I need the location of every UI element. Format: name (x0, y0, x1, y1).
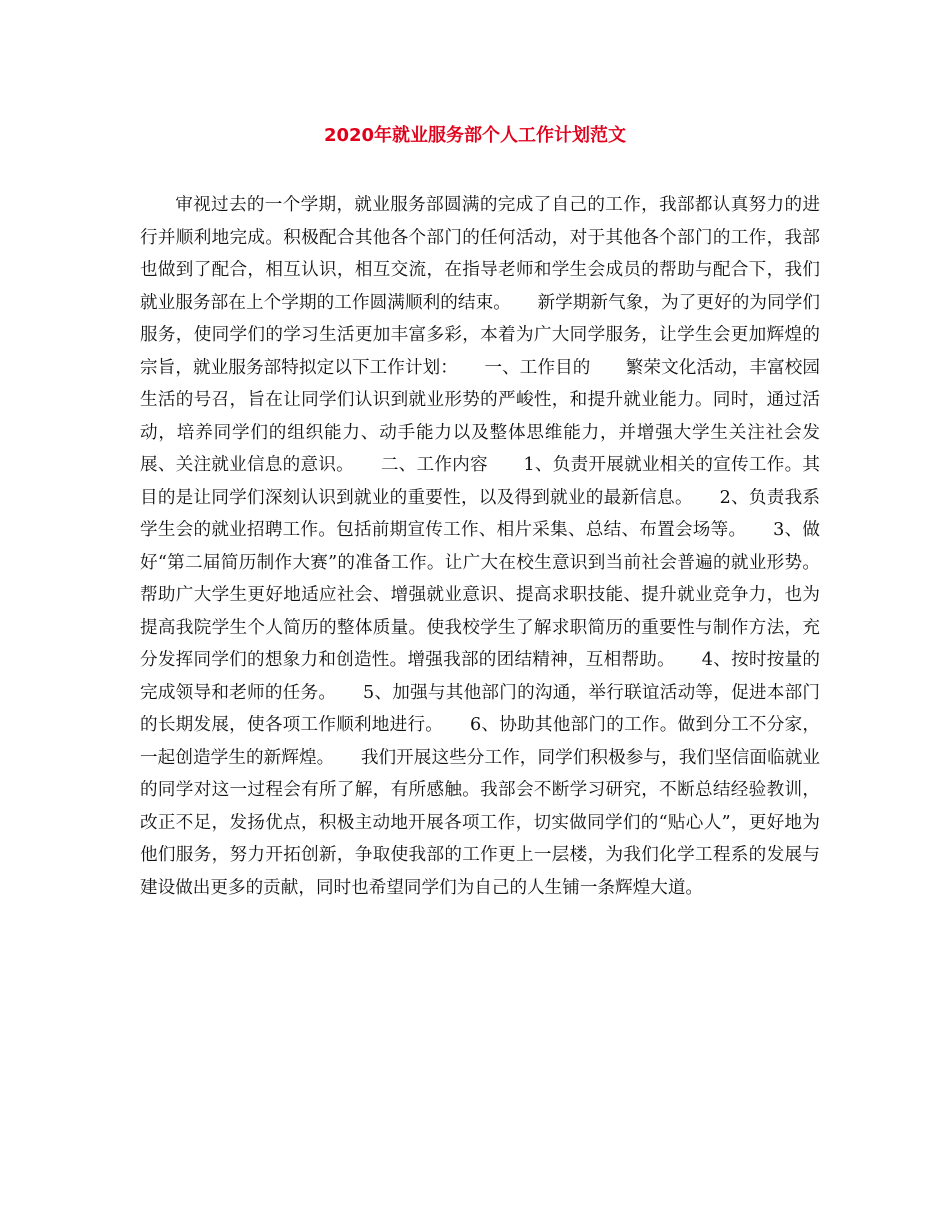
document-body-paragraph: 审视过去的一个学期，就业服务部圆满的完成了自己的工作，我部都认真努力的进行并顺利地完成。积极配合其他各个部门的任何活动，对于其他各个部门的工作，我部也做到了配合，相互认识，相互交流，在指导老师和学生会成员的帮助与配合下，我们就业服务部在上个学期的工作圆满顺利的结束。 新学期新气象，为了更好的为同学们服务，使同学们的学习生活更加丰富多彩，本着为广大同学服务，让学生会更加辉煌的宗旨，就业服务部特拟定以下工作计划： 一、工作目的 繁荣文化活动，丰富校园生活的号召，旨在让同学们认识到就业形势的严峻性，和提升就业能力。同时，通过活动，培养同学们的组织能力、动手能力以及整体思维能力，并增强大学生关注社会发展、关注就业信息的意识。 二、工作内容 1、负责开展就业相关的宣传工作。其目的是让同学们深刻认识到就业的重要性，以及得到就业的最新信息。 2、负责我系学生会的就业招聘工作。包括前期宣传工作、相片采集、总结、布置会场等。 3、做好“第二届简历制作大赛”的准备工作。让广大在校生意识到当前社会普遍的就业形势。帮助广大学生更好地适应社会、增强就业意识、提高求职技能、提升就业竞争力，也为提高我院学生个人简历的整体质量。使我校学生了解求职简历的重要性与制作方法，充分发挥同学们的想象力和创造性。增强我部的团结精神，互相帮助。 4、按时按量的完成领导和老师的任务。 5、加强与其他部门的沟通，举行联谊活动等，促进本部门的长期发展，使各项工作顺利地进行。 6、协助其他部门的工作。做到分工不分家，一起创造学生的新辉煌。 我们开展这些分工作，同学们积极参与，我们坚信面临就业的同学对这一过程会有所了解，有所感触。我部会不断学习研究，不断总结经验教训，改正不足，发扬优点，积极主动地开展各项工作，切实做同学们的“贴心人”，更好地为他们服务，努力开拓创新，争取使我部的工作更上一层楼，为我们化学工程系的发展与建设做出更多的贡献，同时也希望同学们为自己的人生铺一条辉煌大道。 (140, 195, 820, 898)
document-title: 2020年就业服务部个人工作计划范文 (323, 125, 627, 146)
